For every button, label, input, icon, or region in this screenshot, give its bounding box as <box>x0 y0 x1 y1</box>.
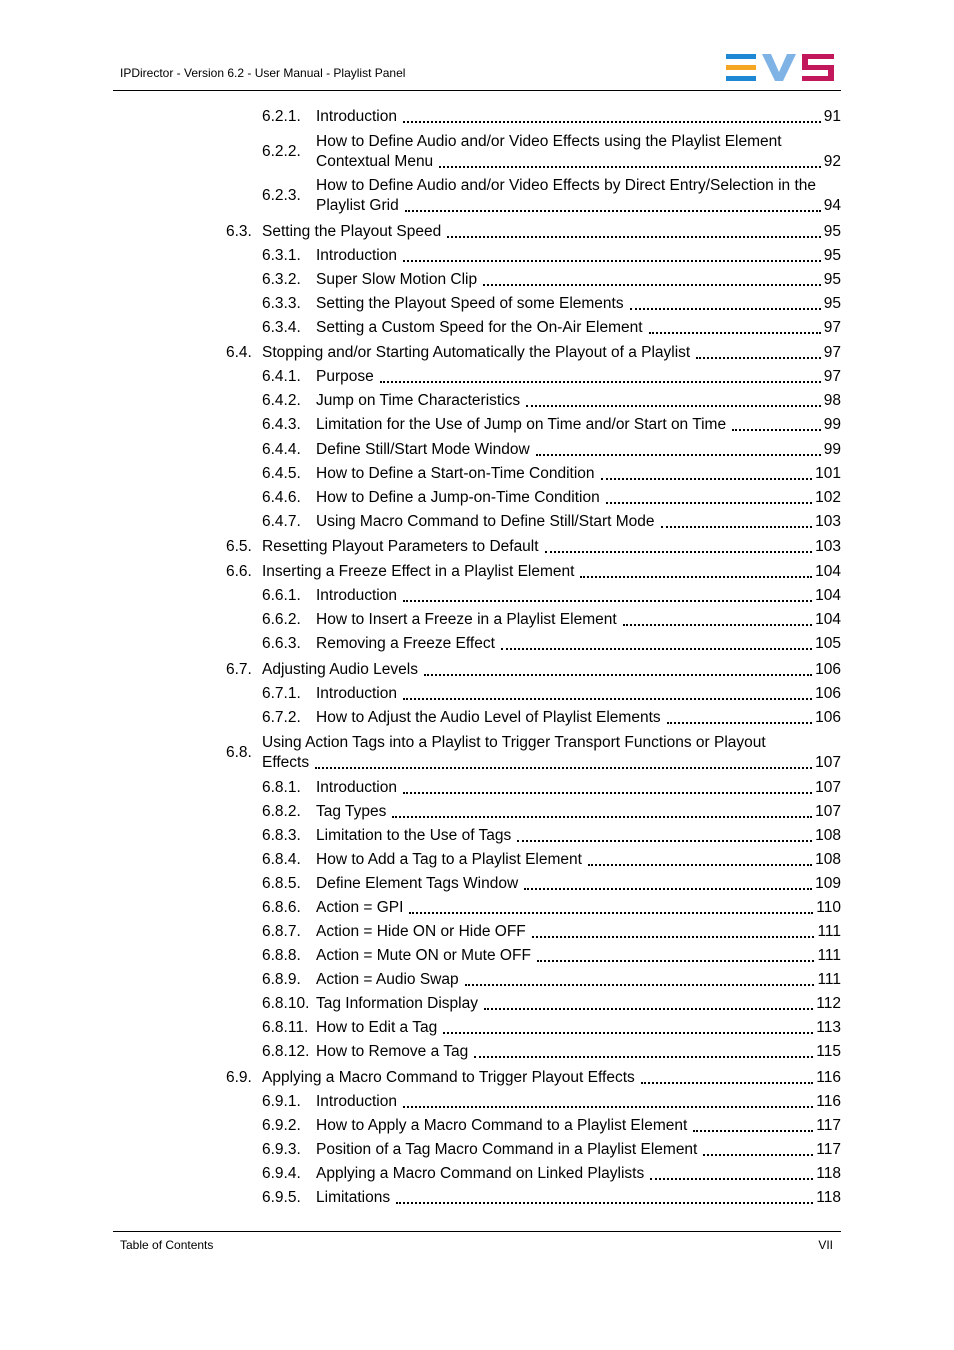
evs-logo <box>726 54 834 82</box>
toc-entry-title: Purpose <box>316 368 374 385</box>
toc-dot-leader <box>424 670 812 676</box>
toc-entry-page: 97 <box>823 319 841 336</box>
toc-dot-leader <box>409 908 813 914</box>
toc-entry-title: Removing a Freeze Effect <box>316 635 495 652</box>
toc-entry-page: 98 <box>823 392 841 409</box>
toc-entry[interactable] <box>262 610 841 630</box>
toc-entry-page: 110 <box>816 899 841 916</box>
toc-entry[interactable] <box>262 708 841 728</box>
toc-entry[interactable] <box>262 898 841 918</box>
toc-entry-page: 95 <box>823 247 841 264</box>
toc-dot-leader <box>732 425 821 431</box>
toc-entry-title: Introduction <box>316 1093 397 1110</box>
toc-entry-number: 6.3.1. <box>262 247 301 264</box>
toc-entry[interactable] <box>262 512 841 532</box>
toc-entry-page: 106 <box>815 709 841 726</box>
toc-entry-page: 91 <box>823 108 841 125</box>
toc-entry-title: How to Define Audio and/or Video Effects by Direct Entry/Selection in the <box>316 177 817 194</box>
toc-entry-title: Contextual Menu <box>316 153 434 170</box>
toc-entry[interactable] <box>262 1188 841 1208</box>
toc-dot-leader <box>667 718 812 724</box>
toc-entry-number: 6.6. <box>226 563 252 580</box>
toc-entry-title: Action = Audio Swap <box>316 971 459 988</box>
toc-entry-number: 6.3.4. <box>262 319 301 336</box>
toc-entry-number: 6.4.3. <box>262 416 301 433</box>
toc-entry[interactable] <box>262 1092 841 1112</box>
toc-entry-number: 6.9.2. <box>262 1117 301 1134</box>
toc-entry-number: 6.6.3. <box>262 635 301 652</box>
toc-entry-page: 104 <box>815 611 841 628</box>
toc-dot-leader <box>403 1102 813 1108</box>
toc-entry-number: 6.8.7. <box>262 923 301 940</box>
toc-dot-leader <box>465 980 815 986</box>
toc-entry-page: 117 <box>816 1117 841 1134</box>
toc-entry-title: How to Apply a Macro Command to a Playlist Element <box>316 1117 688 1134</box>
toc-entry-number: 6.9.3. <box>262 1141 301 1158</box>
toc-entry[interactable] <box>262 970 841 990</box>
toc-entry-page: 95 <box>823 271 841 288</box>
toc-entry-page: 105 <box>815 635 841 652</box>
toc-entry-number: 6.8.5. <box>262 875 301 892</box>
toc-entry-title: Using Action Tags into a Playlist to Trigger Transport Functions or Playout <box>262 734 766 751</box>
toc-entry-title: How to Edit a Tag <box>316 1019 438 1036</box>
toc-entry-page: 118 <box>816 1165 841 1182</box>
toc-entry-title: Setting the Playout Speed of some Elements <box>316 295 624 312</box>
toc-entry-page: 108 <box>815 827 841 844</box>
toc-entry[interactable] <box>262 1042 841 1062</box>
toc-entry-title: Limitation to the Use of Tags <box>316 827 512 844</box>
toc-entry[interactable] <box>262 107 841 127</box>
toc-entry-number: 6.4.1. <box>262 368 301 385</box>
toc-dot-leader <box>403 694 812 700</box>
toc-dot-leader <box>474 1052 813 1058</box>
toc-dot-leader <box>703 1150 813 1156</box>
toc-dot-leader <box>545 547 813 553</box>
toc-entry-number: 6.4. <box>226 344 252 361</box>
toc-entry[interactable] <box>262 391 841 411</box>
toc-entry-number: 6.9.4. <box>262 1165 301 1182</box>
toc-entry[interactable] <box>262 874 841 894</box>
toc-entry-title: Action = GPI <box>316 899 404 916</box>
toc-entry[interactable] <box>262 684 841 704</box>
toc-entry[interactable] <box>262 440 841 460</box>
toc-entry[interactable] <box>262 994 841 1014</box>
toc-dot-leader <box>447 232 821 238</box>
toc-entry-number: 6.3. <box>226 223 252 240</box>
toc-entry-page: 99 <box>823 416 841 433</box>
toc-entry-page: 111 <box>817 923 841 940</box>
toc-entry-number: 6.2.2. <box>262 143 301 160</box>
toc-entry[interactable] <box>226 562 841 582</box>
toc-entry-page: 109 <box>815 875 841 892</box>
toc-dot-leader <box>606 498 812 504</box>
toc-entry-title: Applying a Macro Command on Linked Playlists <box>316 1165 645 1182</box>
toc-entry-title: Define Still/Start Mode Window <box>316 441 530 458</box>
toc-dot-leader <box>405 206 821 212</box>
toc-entry-page: 117 <box>816 1141 841 1158</box>
toc-entry[interactable] <box>226 537 841 557</box>
toc-entry[interactable] <box>262 176 841 216</box>
toc-entry-title: Super Slow Motion Clip <box>316 271 478 288</box>
toc-entry-page: 102 <box>815 489 841 506</box>
toc-entry[interactable] <box>226 733 841 773</box>
toc-entry-title: How to Adjust the Audio Level of Playlist Elements <box>316 709 661 726</box>
toc-entry-page: 111 <box>817 947 841 964</box>
toc-dot-leader <box>532 932 815 938</box>
toc-entry-title: How to Insert a Freeze in a Playlist Element <box>316 611 617 628</box>
toc-entry-number: 6.7. <box>226 661 252 678</box>
toc-entry-page: 97 <box>823 368 841 385</box>
toc-entry-page: 118 <box>816 1189 841 1206</box>
toc-entry-title: How to Add a Tag to a Playlist Element <box>316 851 582 868</box>
toc-entry-page: 107 <box>815 803 841 820</box>
toc-entry-title: Introduction <box>316 108 397 125</box>
toc-entry-title: Define Element Tags Window <box>316 875 519 892</box>
toc-entry[interactable] <box>262 1018 841 1038</box>
toc-dot-leader <box>588 860 812 866</box>
toc-entry-number: 6.8.1. <box>262 779 301 796</box>
toc-entry-title: How to Define Audio and/or Video Effects using the Playlist Element <box>316 133 782 150</box>
toc-entry-title: Introduction <box>316 779 397 796</box>
toc-entry-number: 6.8.3. <box>262 827 301 844</box>
toc-entry-page: 99 <box>823 441 841 458</box>
toc-dot-leader <box>501 644 812 650</box>
toc-entry[interactable] <box>262 826 841 846</box>
toc-dot-leader <box>650 1174 813 1180</box>
toc-dot-leader <box>537 956 815 962</box>
toc-entry[interactable] <box>262 367 841 387</box>
toc-dot-leader <box>439 162 821 168</box>
toc-entry-page: 116 <box>816 1069 841 1086</box>
toc-entry-title: Using Macro Command to Define Still/Start Mode <box>316 513 655 530</box>
toc-entry-page: 106 <box>815 661 841 678</box>
toc-entry-title: Action = Mute ON or Mute OFF <box>316 947 531 964</box>
toc-dot-leader <box>483 280 821 286</box>
evs-logo-v <box>762 54 796 81</box>
toc-dot-leader <box>403 117 821 123</box>
toc-entry[interactable] <box>262 464 841 484</box>
toc-entry[interactable] <box>262 922 841 942</box>
toc-entry-title: Setting the Playout Speed <box>262 223 442 240</box>
toc-entry[interactable] <box>226 660 841 680</box>
toc-entry-title: Limitation for the Use of Jump on Time and/or Start on Time <box>316 416 727 433</box>
toc-dot-leader <box>403 788 812 794</box>
toc-entry-page: 115 <box>816 1043 841 1060</box>
toc-entry-title: Stopping and/or Starting Automatically the Playout of a Playlist <box>262 344 691 361</box>
toc-entry[interactable] <box>262 586 841 606</box>
toc-dot-leader <box>392 812 812 818</box>
toc-entry-number: 6.8.4. <box>262 851 301 868</box>
toc-entry-title: Applying a Macro Command to Trigger Playout Effects <box>262 1069 635 1086</box>
toc-entry-page: 95 <box>823 223 841 240</box>
toc-entry-number: 6.4.4. <box>262 441 301 458</box>
toc-entry-page: 94 <box>823 197 841 214</box>
evs-logo-s <box>802 54 834 81</box>
toc-entry[interactable] <box>262 488 841 508</box>
toc-entry-page: 107 <box>815 754 841 771</box>
toc-dot-leader <box>623 620 812 626</box>
toc-dot-leader <box>396 1198 813 1204</box>
toc-entry-number: 6.8.6. <box>262 899 301 916</box>
toc-dot-leader <box>696 353 821 359</box>
toc-entry[interactable] <box>262 1164 841 1184</box>
toc-entry-title: How to Define a Start-on-Time Condition <box>316 465 595 482</box>
toc-entry-number: 6.8. <box>226 744 252 761</box>
toc-entry-number: 6.6.1. <box>262 587 301 604</box>
toc-dot-leader <box>630 304 821 310</box>
toc-entry-page: 104 <box>815 563 841 580</box>
toc-entry-title: Introduction <box>316 247 397 264</box>
header-title: IPDirector - Version 6.2 - User Manual - Playlist Panel <box>120 66 406 80</box>
toc-entry-number: 6.4.2. <box>262 392 301 409</box>
toc-entry-title: Tag Information Display <box>316 995 478 1012</box>
toc-entry-page: 97 <box>823 344 841 361</box>
evs-logo-e <box>726 54 756 81</box>
toc-entry-number: 6.8.9. <box>262 971 301 988</box>
toc-entry-title: Limitations <box>316 1189 391 1206</box>
toc-entry-number: 6.8.12. <box>262 1043 310 1060</box>
toc-entry-title: Jump on Time Characteristics <box>316 392 521 409</box>
toc-entry-title: Adjusting Audio Levels <box>262 661 418 678</box>
toc-entry-page: 104 <box>815 587 841 604</box>
toc-dot-leader <box>641 1078 814 1084</box>
toc-entry[interactable] <box>226 222 841 242</box>
toc-entry-number: 6.5. <box>226 538 252 555</box>
toc-dot-leader <box>649 328 821 334</box>
toc-entry-title: How to Remove a Tag <box>316 1043 469 1060</box>
toc-entry[interactable] <box>262 850 841 870</box>
toc-entry-title: Introduction <box>316 587 397 604</box>
toc-entry-title: Position of a Tag Macro Command in a Playlist Element <box>316 1141 698 1158</box>
toc-dot-leader <box>601 474 813 480</box>
toc-entry-page: 92 <box>823 153 841 170</box>
toc-dot-leader <box>443 1028 813 1034</box>
toc-entry-number: 6.2.3. <box>262 187 301 204</box>
toc-entry-number: 6.4.6. <box>262 489 301 506</box>
toc-entry[interactable] <box>262 802 841 822</box>
toc-entry-number: 6.8.11. <box>262 1019 309 1036</box>
toc-entry-page: 108 <box>815 851 841 868</box>
toc-entry[interactable] <box>262 634 841 654</box>
toc-entry-number: 6.4.7. <box>262 513 301 530</box>
toc-entry-title: Introduction <box>316 685 397 702</box>
toc-entry-number: 6.2.1. <box>262 108 301 125</box>
toc-entry-number: 6.6.2. <box>262 611 301 628</box>
toc-entry-title: How to Define a Jump-on-Time Condition <box>316 489 600 506</box>
toc-dot-leader <box>661 522 813 528</box>
toc-entry-number: 6.7.2. <box>262 709 301 726</box>
toc-entry[interactable] <box>262 1116 841 1136</box>
toc-entry-page: 106 <box>815 685 841 702</box>
toc-entry-title: Effects <box>262 754 310 771</box>
toc-entry-page: 116 <box>816 1093 841 1110</box>
toc-entry-page: 103 <box>815 538 841 555</box>
toc-entry-page: 111 <box>817 971 841 988</box>
toc-entry-number: 6.7.1. <box>262 685 301 702</box>
toc-entry-number: 6.8.10. <box>262 995 310 1012</box>
toc-entry[interactable] <box>262 415 841 435</box>
toc-entry-page: 113 <box>816 1019 841 1036</box>
toc-entry[interactable] <box>262 132 841 172</box>
toc-dot-leader <box>524 884 812 890</box>
footer-section-title: Table of Contents <box>120 1238 214 1252</box>
toc-dot-leader <box>580 572 812 578</box>
toc-dot-leader <box>484 1004 813 1010</box>
toc-entry-page: 112 <box>816 995 841 1012</box>
toc-entry-number: 6.3.3. <box>262 295 301 312</box>
toc-entry-title: Tag Types <box>316 803 387 820</box>
toc-entry-number: 6.3.2. <box>262 271 301 288</box>
toc-entry-number: 6.4.5. <box>262 465 301 482</box>
toc-entry[interactable] <box>262 270 841 290</box>
toc-entry-page: 103 <box>815 513 841 530</box>
toc-dot-leader <box>403 256 821 262</box>
toc-dot-leader <box>517 836 812 842</box>
toc-dot-leader <box>693 1126 813 1132</box>
toc-entry-number: 6.9.5. <box>262 1189 301 1206</box>
header-rule <box>113 90 841 91</box>
toc-dot-leader <box>403 596 812 602</box>
toc-entry-page: 101 <box>815 465 841 482</box>
toc-entry[interactable] <box>262 246 841 266</box>
toc-entry-title: Action = Hide ON or Hide OFF <box>316 923 526 940</box>
toc-entry-page: 95 <box>823 295 841 312</box>
toc-entry-page: 107 <box>815 779 841 796</box>
toc-dot-leader <box>380 377 821 383</box>
toc-entry-title: Playlist Grid <box>316 197 399 214</box>
toc-entry-number: 6.8.8. <box>262 947 301 964</box>
toc-entry[interactable] <box>226 343 841 363</box>
toc-entry-title: Setting a Custom Speed for the On-Air Element <box>316 319 643 336</box>
page-number: VII <box>818 1238 833 1252</box>
toc-entry[interactable] <box>262 1140 841 1160</box>
toc-entry-title: Resetting Playout Parameters to Default <box>262 538 539 555</box>
toc-entry-number: 6.8.2. <box>262 803 301 820</box>
toc-entry[interactable] <box>226 1068 841 1088</box>
toc-dot-leader <box>536 450 821 456</box>
toc-entry[interactable] <box>262 318 841 338</box>
footer-rule <box>113 1231 841 1232</box>
toc-entry-number: 6.9.1. <box>262 1093 301 1110</box>
toc-entry-number: 6.9. <box>226 1069 252 1086</box>
toc-dot-leader <box>315 763 812 769</box>
toc-entry[interactable] <box>262 946 841 966</box>
toc-entry[interactable] <box>262 778 841 798</box>
toc-entry-title: Inserting a Freeze Effect in a Playlist Element <box>262 563 575 580</box>
toc-dot-leader <box>526 401 821 407</box>
toc-entry[interactable] <box>262 294 841 314</box>
